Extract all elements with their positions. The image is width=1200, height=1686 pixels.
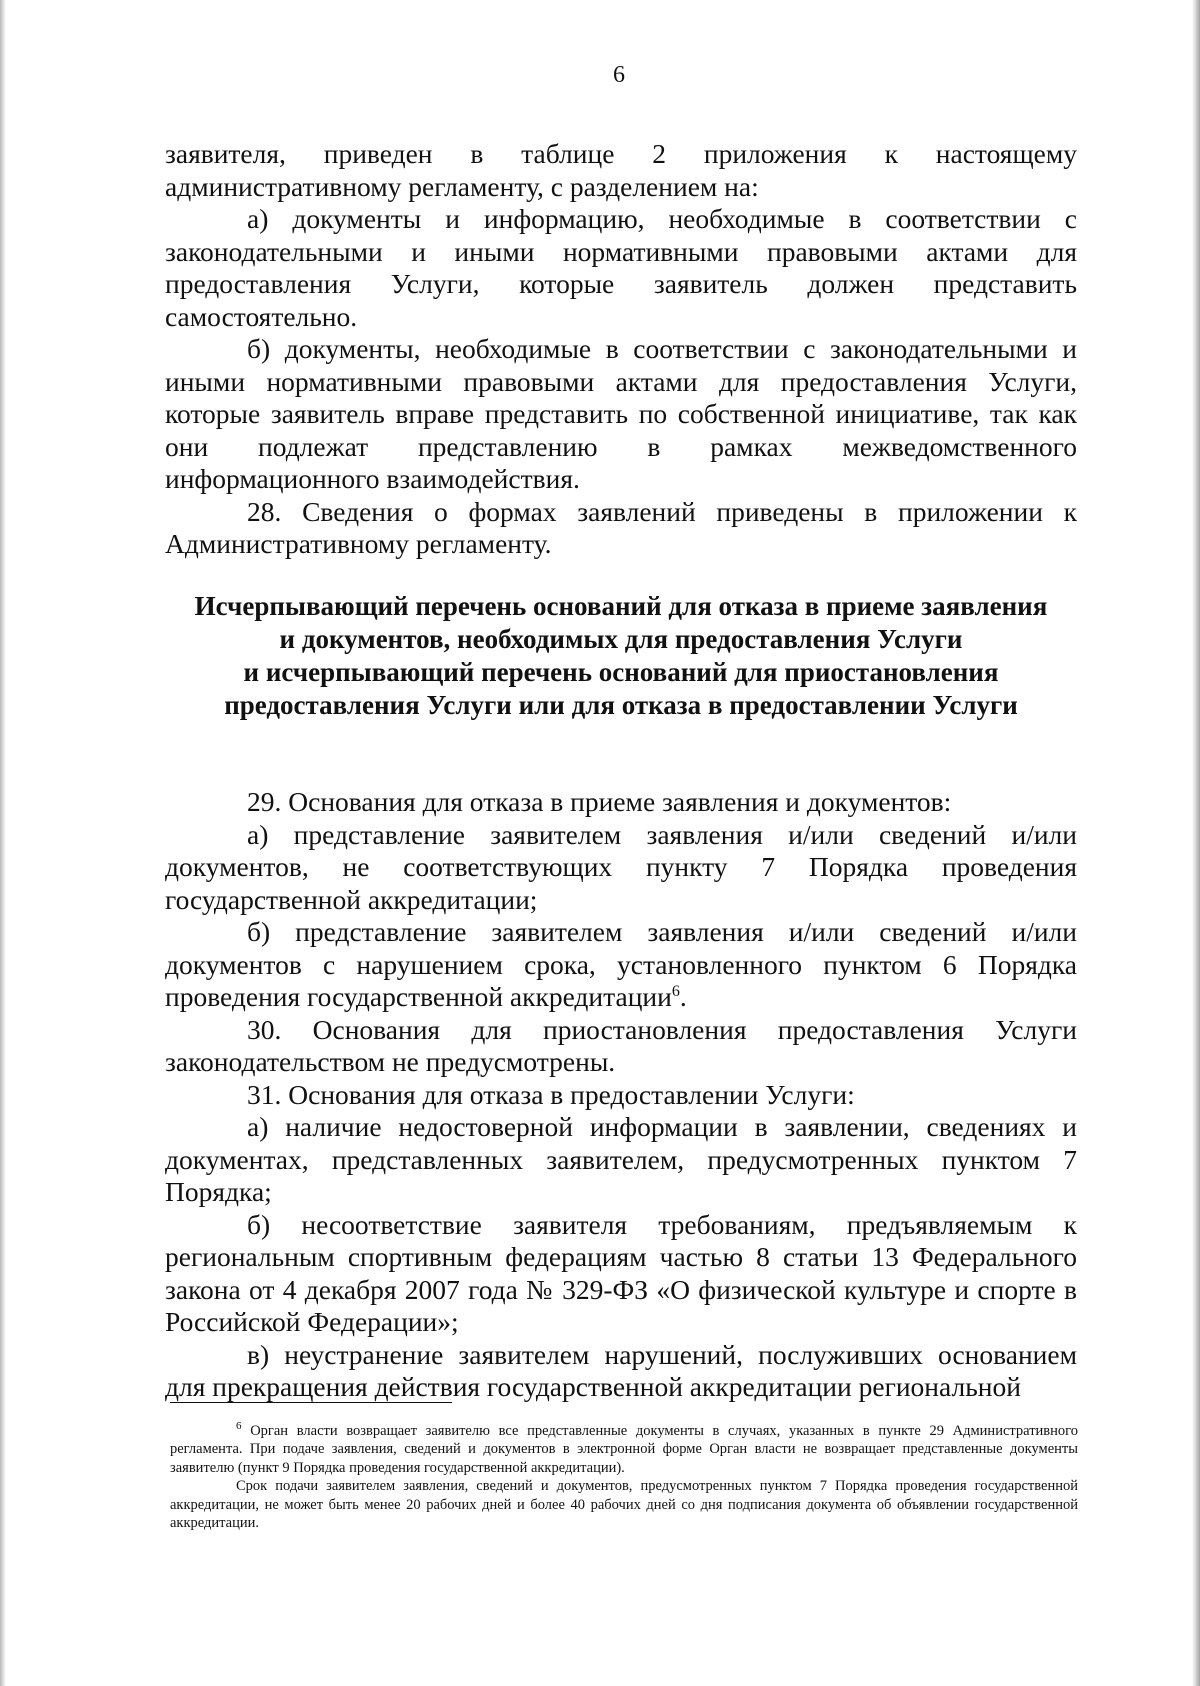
footnote-6 [170,1422,1078,1477]
heading-line-4: предоставления Услуги или для отказа в предоставлении Услуги [224,690,1018,720]
heading-line-3: и исчерпывающий перечень оснований для приостановления [243,657,999,687]
paragraph-31-c: в) неустранение заявителем нарушений, послуживших основанием для прекращения действия государственной аккредитации региональной [165,1338,1077,1402]
paragraph-29-b-end: . [679,981,687,1012]
paragraph-29-b [165,916,1077,1014]
intro-paragraph-continuation: заявителя, приведен в таблице 2 приложения к настоящему административному регламенту, с разделением на: [165,138,1077,202]
grounds-section [165,786,1077,1404]
intro-section [165,138,1077,561]
scan-edge-left [0,0,6,1686]
footnote-reference-6: 6 [671,982,680,1000]
footnote-6-continuation: Срок подачи заявителем заявления, сведений и документов, предусмотренных пунктом 7 Порядка проведения государственной аккредитации, не может быть менее 20 рабочих дней и более 40 рабочих дней со дня подписания документа об объявлении государственной аккредитации. [170,1478,1078,1532]
section-heading [150,590,1092,722]
heading-line-1: Исчерпывающий перечень оснований для отказа в приеме заявления [194,591,1048,621]
paragraph-31: 31. Основания для отказа в предоставлении Услуги: [247,1078,855,1110]
footnote-6-mark: 6 [236,1420,242,1433]
footnotes [170,1422,1078,1532]
paragraph-30: 30. Основания для приостановления предоставления Услуги законодательством не предусмотрены. [165,1013,1077,1077]
footnote-6-text: Орган власти возвращает заявителю все представленные документы в случаях, указанных в пункте 29 Административного регламента. При подаче заявления, сведений и документов в электронной форме Орган власти не возвращает представленные документы заявителю (пункт 9 Порядка проведения государственной аккредитации). [170,1423,1078,1476]
footnote-divider [170,1402,452,1403]
paragraph-29-b-text: б) представление заявителем заявления и/или сведений и/или документов с нарушением срока, установленного пунктом 6 Порядка проведения государственной аккредитации [165,916,1077,1012]
intro-item-a: а) документы и информацию, необходимые в соответствии с законодательными и иными нормативными правовыми актами для предоставления Услуги, которые заявитель должен представить самостоятельно. [165,203,1077,332]
heading-line-2: и документов, необходимых для предоставления Услуги [279,624,963,654]
paragraph-28: 28. Сведения о формах заявлений приведены в приложении к Административному регламенту. [165,495,1077,559]
intro-item-b: б) документы, необходимые в соответствии с законодательными и иными нормативными правовыми актами для предоставления Услуги, которые заявитель вправе представить по собственной инициативе, так как они подлежат представлению в рамках межведомственного информационного взаимодействия. [165,333,1077,494]
paragraph-29: 29. Основания для отказа в приеме заявления и документов: [247,786,952,817]
page-number: 6 [613,62,625,88]
scan-edge-right [1192,0,1200,1686]
paragraph-31-b: б) несоответствие заявителя требованиям, предъявляемым к региональным спортивным федерациям частью 8 статьи 13 Федерального закона от 4 декабря 2007 года № 329-ФЗ «О физической культуре и спорте в Российской Федерации»; [165,1208,1077,1337]
paragraph-31-a: а) наличие недостоверной информации в заявлении, сведениях и документах, представленных заявителем, предусмотренных пунктом 7 Порядка; [165,1111,1077,1207]
paragraph-29-a: а) представление заявителем заявления и/или сведений и/или документов, не соответствующих пункту 7 Порядка проведения государственной аккредитации; [165,818,1077,915]
